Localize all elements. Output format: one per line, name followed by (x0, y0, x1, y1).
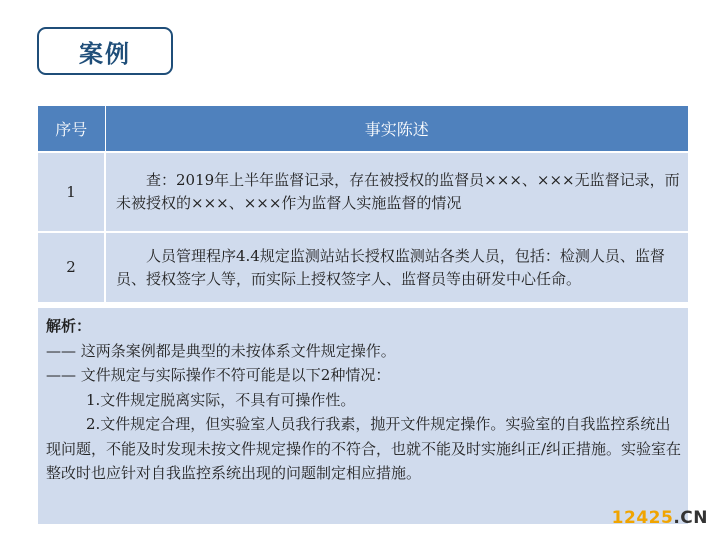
header-facts: 事实陈述 (105, 106, 688, 152)
row-number: 2 (38, 232, 105, 302)
analysis-point: 2.文件规定合理，但实验室人员我行我素，抛开文件规定操作。实验室的自我监控系统出现问题，不能及时发现未按文件规定操作的不符合，也就不能及时实施纠正/纠正措施。实验室在整改时也应针对自我监控系统出现的问题制定相应措施。 (46, 415, 682, 482)
row-number: 1 (38, 152, 105, 232)
watermark (612, 508, 708, 528)
header-no: 序号 (38, 106, 105, 152)
row-text: 人员管理程序4.4规定监测站站长授权监测站各类人员，包括：检测人员、监督员、授权签字人等，而实际上授权签字人、监督员等由研发中心任命。 (105, 232, 688, 302)
analysis-box (38, 308, 688, 524)
analysis-line: —— 这两条案例都是典型的未按体系文件规定操作。 (46, 341, 396, 360)
row-text: 查：2019年上半年监督记录，存在被授权的监督员×××、×××无监督记录，而未被授权的×××、×××作为监督人实施监督的情况 (105, 152, 688, 232)
watermark-domain: .CN (673, 508, 708, 528)
analysis-line: —— 文件规定与实际操作不符可能是以下2种情况： (46, 366, 391, 384)
table-row (38, 232, 688, 302)
watermark-number: 12425 (611, 508, 674, 528)
facts-table (38, 106, 688, 302)
title-box (37, 27, 173, 75)
table-header-row (38, 106, 688, 152)
table-row (38, 152, 688, 232)
analysis-heading: 解析： (46, 317, 92, 335)
page-title: 案例 (79, 39, 131, 68)
analysis-point: 1.文件规定脱离实际，不具有可操作性。 (86, 390, 356, 409)
